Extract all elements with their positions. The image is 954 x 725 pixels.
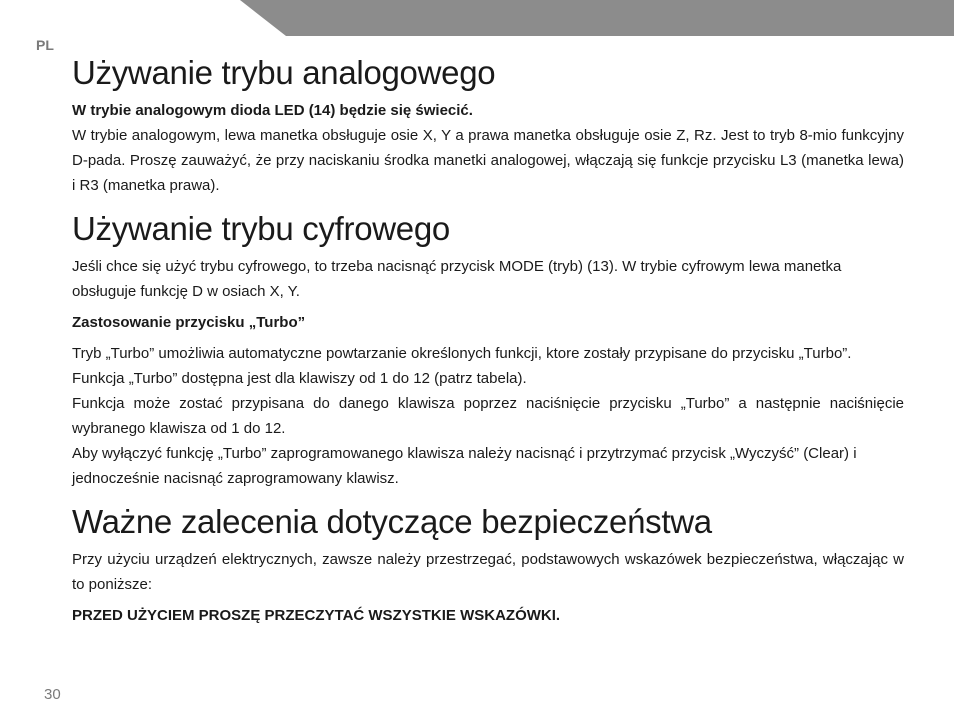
analog-body: W trybie analogowym, lewa manetka obsługuje osie X, Y a prawa manetka obsługuje osie Z, Rz. Jest to tryb 8-mio funkcyjny D-pada. Proszę zauważyć, że przy naciskaniu środka manetki analogowej, włączają się funkcje przycisku L3 (manetka lewa) i R3 (manetka prawa). — [72, 127, 904, 194]
turbo-paragraph-2: Funkcja może zostać przypisana do danego klawisza poprzez naciśnięcie przycisku „Turbo” a następnie naciśnięcie wybranego klawisza od 1 do 12. — [72, 395, 904, 437]
digital-body: Jeśli chce się użyć trybu cyfrowego, to trzeba nacisnąć przycisk MODE (tryb) (13). W trybie cyfrowym lewa manetka obsługuje funkcję D w osiach X, Y. — [72, 258, 842, 300]
safety-warning: PRZED UŻYCIEM PROSZĘ PRZECZYTAĆ WSZYSTKIE WSKAZÓWKI. — [72, 607, 561, 624]
turbo-paragraph-1: Tryb „Turbo” umożliwia automatyczne powtarzanie określonych funkcji, ktore zostały przypisane do przycisku „Turbo”. Funkcja „Turbo” dostępna jest dla klawiszy od 1 do 12 (patrz tabela). — [72, 345, 852, 387]
section-title-analog: Używanie trybu analogowego — [72, 54, 496, 91]
section-title-digital: Używanie trybu cyfrowego — [72, 210, 450, 247]
section-title-safety: Ważne zalecenia dotyczące bezpieczeństwa — [72, 503, 712, 540]
turbo-heading: Zastosowanie przycisku „Turbo” — [72, 314, 306, 331]
header-tab-decoration — [240, 0, 954, 36]
turbo-paragraph-3: Aby wyłączyć funkcję „Turbo” zaprogramowanego klawisza należy nacisnąć i przytrzymać przycisk „Wyczyść” (Clear) i jednocześnie nacisnąć zaprogramowany klawisz. — [72, 445, 857, 487]
language-label: PL — [36, 37, 54, 53]
analog-lead: W trybie analogowym dioda LED (14) będzie się świecić. — [72, 102, 473, 119]
page-number: 30 — [44, 686, 61, 703]
safety-body: Przy użyciu urządzeń elektrycznych, zawsze należy przestrzegać, podstawowych wskazówek bezpieczeństwa, włączając w to poniższe: — [72, 551, 904, 593]
page-content — [72, 52, 904, 628]
